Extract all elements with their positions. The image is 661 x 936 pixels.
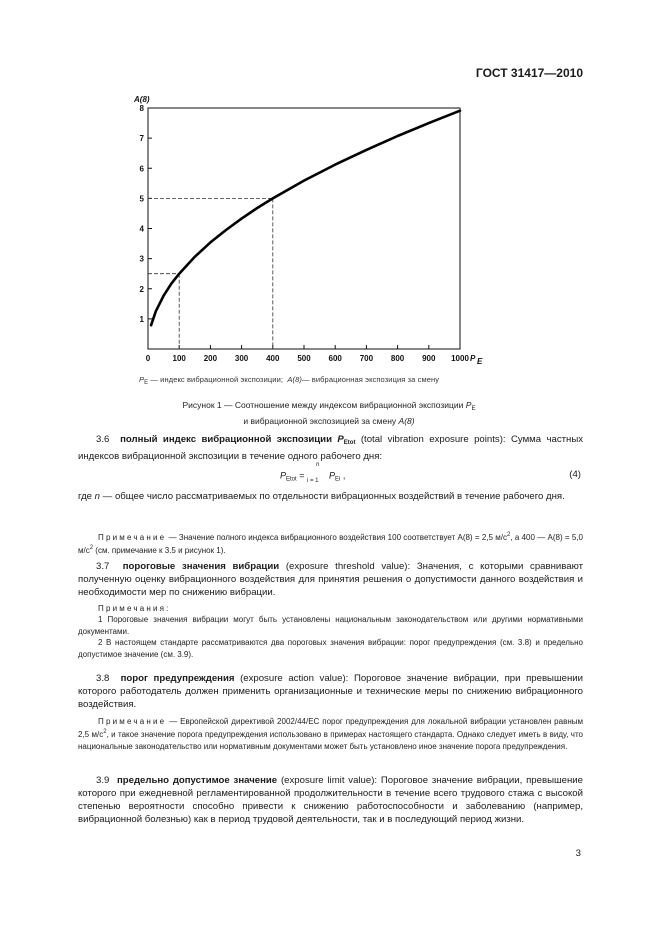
definition: Пороговое значение вибрации, превышение которого при ежедневной регламентированной продолжительности в течение всего трудового стажа с высокой степенью вероятности способно привести к снижению работоспособности и заболеванию (например, вибрационной болезнью) как в период трудовой деятельности, так и в последующий период жизни.: [78, 775, 583, 825]
note-sup: 2: [103, 729, 107, 736]
x-tick-label: 900: [422, 354, 436, 363]
note-text-2: , а 400 — A(8) = 5,0 м/с: [78, 533, 583, 556]
term-english: (total vibration exposure points):: [360, 434, 506, 445]
term: предельно допустимое значение: [116, 775, 278, 786]
note-1: 1 Пороговые значения вибрации могут быть установлены национальным законодательством или другими нормативными документами.: [78, 615, 583, 636]
x-axis-label-sub: E: [477, 357, 483, 366]
where-pre: где: [78, 491, 95, 502]
term-symbol: P: [337, 434, 344, 445]
legend-pe-text: — индекс вибрационной экспозиции;: [148, 375, 284, 384]
where-post: — общее число рассматриваемых по отдельности вибрационных воздействий в течение рабочего дня.: [100, 491, 565, 502]
note-text-1: — Европейской директивой 2002/44/EC порог предупреждения для локальной вибрации установлен равным 2,5 м/с: [78, 717, 583, 740]
legend-pe-sub: E: [144, 380, 149, 386]
definition: Сумма частных индексов вибрационной экспозиции в течение одного рабочего дня:: [78, 434, 584, 462]
section-3-7: [78, 560, 583, 599]
caption-a8-symbol: A(8): [398, 416, 415, 426]
term-english: (exposure limit value):: [280, 775, 378, 786]
y-axis-label: A(8): [134, 95, 150, 104]
y-tick-label: 6: [139, 164, 144, 174]
y-tick-label: 4: [139, 224, 144, 234]
definition: Пороговое значение вибрации, при превышении которого работодатель должен применить организационные и технические меры по снижению вибрационного воздействия.: [78, 673, 583, 710]
section-number: 3.8: [96, 673, 110, 684]
note-3-6: [78, 530, 583, 557]
y-tick-label: 2: [139, 284, 144, 294]
caption-line2: и вибрационной экспозицией за смену: [243, 416, 399, 426]
formula-tail: ,: [340, 470, 346, 481]
where-n: n: [94, 491, 101, 502]
term-symbol-sub: Etot: [343, 440, 356, 446]
y-tick-label: 8: [139, 104, 144, 113]
x-tick-label: 100: [172, 354, 186, 363]
term-english: (exposure threshold value):: [285, 561, 411, 572]
legend-a8-symbol: A(8): [287, 375, 302, 384]
note-text-1: — Значение полного индекса вибрационного воздействия 100 соответствует A(8) = 2,5 м/с: [166, 533, 507, 542]
note-3-8: [78, 716, 583, 752]
sum-upper: n: [315, 462, 320, 468]
notes-label: Примечания:: [98, 604, 171, 613]
legend-a8-text: — вибрационная экспозиция за смену: [302, 375, 440, 384]
x-axis-label: P: [470, 354, 476, 363]
note-sup-1: 2: [506, 532, 511, 538]
formula-rhs-sub: Ei: [334, 476, 341, 483]
note-2: 2 В настоящем стандарте рассматриваются два пороговых значения вибрации: порог предупреждения (см. 3.8) и предельно допустимое значение (см. 3.9).: [78, 638, 583, 659]
caption-pe-sub: E: [471, 406, 476, 412]
term: пороговые значения вибрации: [122, 561, 280, 572]
term: полный индекс вибрационной экспозиции: [120, 434, 332, 445]
x-tick-label: 500: [297, 354, 311, 363]
sum-sign: [306, 462, 329, 484]
formula-eq: =: [296, 470, 307, 481]
formula-lhs-sub: Etot: [286, 476, 297, 483]
section-number: 3.7: [96, 561, 110, 572]
definition: Значения, с которыми сравнивают полученную оценку вибрационного воздействия для принятия решения о допустимости данного воздействия и необходимости мер по снижению вибрации.: [78, 561, 583, 598]
notes-3-7: [78, 603, 583, 660]
legend-pe-symbol: P: [139, 375, 145, 384]
x-tick-label: 1000: [451, 354, 469, 363]
x-tick-label: 600: [328, 354, 342, 363]
formula-4: [280, 462, 346, 484]
note-text-3: (см. примечание к 3.5 и рисунок 1).: [93, 546, 226, 556]
formula-rhs: P: [328, 470, 335, 481]
x-tick-label: 200: [203, 354, 218, 363]
caption-line1: Рисунок 1 — Соотношение между индексом вибрационной экспозиции: [182, 400, 466, 410]
figure-legend: [139, 375, 439, 386]
section-3-9: [78, 774, 583, 826]
term-english: (exposure action value):: [240, 673, 349, 684]
standard-header: ГОСТ 31417—2010: [475, 66, 583, 80]
y-tick-label: 3: [139, 254, 144, 264]
y-tick-label: 1: [139, 314, 144, 324]
x-tick-label: 700: [359, 354, 374, 363]
sum-lower: i = 1: [306, 478, 319, 484]
note-text-2: , и такое значение порога предупреждения использовано в примерах настоящего стандарта. Однако следует иметь в виду, что национальные законодательство или нормативным документами может быть установлено иное значение порога предупреждения.: [78, 730, 583, 751]
figure-caption: [80, 399, 578, 427]
section-number: 3.6: [96, 434, 110, 445]
section-3-8: [78, 672, 583, 711]
exposure-chart: [118, 88, 493, 368]
plot-frame: [148, 108, 460, 349]
x-tick-label: 800: [390, 354, 405, 363]
formula-lhs: P: [280, 470, 287, 481]
note-sup-2: 2: [89, 545, 94, 552]
note-label: Примечание: [98, 717, 167, 726]
x-tick-label: 400: [266, 354, 280, 363]
x-tick-label: 0: [145, 354, 151, 363]
exposure-curve: [151, 111, 460, 326]
equation-number: (4): [569, 469, 581, 480]
caption-pe-symbol: P: [465, 400, 472, 410]
section-number: 3.9: [96, 775, 110, 786]
x-tick-label: 300: [234, 354, 249, 363]
y-tick-label: 5: [139, 194, 144, 204]
where-clause: [78, 490, 583, 503]
page-number: 3: [575, 848, 581, 859]
note-label: Примечание: [98, 533, 167, 542]
section-3-6: [78, 433, 583, 463]
term: порог предупреждения: [120, 673, 235, 684]
y-tick-label: 7: [139, 134, 144, 144]
